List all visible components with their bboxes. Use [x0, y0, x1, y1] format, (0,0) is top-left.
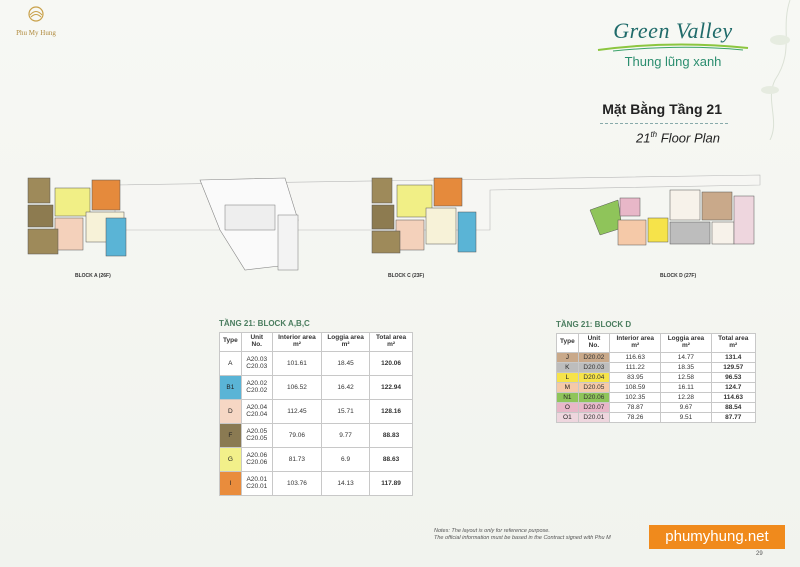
interior-cell: 79.06	[272, 423, 321, 447]
table-row	[220, 471, 413, 495]
col-type: Type	[557, 334, 579, 353]
unit-number: A20.02	[246, 380, 268, 388]
table-row	[557, 352, 756, 362]
block-c-plan	[372, 178, 476, 253]
interior-cell: 101.61	[272, 351, 321, 375]
total-cell: 131.4	[711, 352, 756, 362]
type-cell: N1	[557, 392, 579, 402]
loggia-cell: 12.58	[661, 372, 711, 382]
block-d-label: BLOCK D (27F)	[660, 273, 697, 279]
page-number: 29	[756, 551, 763, 557]
unit-number: C20.05	[246, 435, 268, 443]
unit-cell	[241, 351, 272, 375]
total-cell: 120.06	[370, 351, 413, 375]
loggia-cell: 16.11	[661, 382, 711, 392]
interior-cell: 103.76	[272, 471, 321, 495]
unit-number: C20.04	[246, 411, 268, 419]
total-cell: 87.77	[711, 412, 756, 422]
interior-cell: 83.95	[610, 372, 661, 382]
type-cell: L	[557, 372, 579, 382]
unit-number: A20.03	[246, 356, 268, 364]
loggia-cell: 14.13	[322, 471, 370, 495]
unit-cell: D20.05	[578, 382, 609, 392]
col-type: Type	[220, 333, 242, 352]
green-valley-logo	[588, 18, 758, 69]
type-cell: K	[557, 362, 579, 372]
heading-divider	[600, 123, 728, 124]
floor-plan-drawing	[20, 170, 780, 290]
loggia-cell: 16.42	[322, 375, 370, 399]
total-cell: 124.7	[711, 382, 756, 392]
block-a-plan	[28, 178, 126, 256]
loggia-cell: 9.51	[661, 412, 711, 422]
table-row	[220, 351, 413, 375]
unit-cell: D20.04	[578, 372, 609, 382]
unit-cell: D20.02	[578, 352, 609, 362]
notes-line-1: Notes: The layout is only for reference purpose.	[434, 528, 550, 534]
unit-cell: D20.01	[578, 412, 609, 422]
table-d-title: TẦNG 21: BLOCK D	[556, 320, 632, 329]
loggia-cell: 18.35	[661, 362, 711, 372]
unit-cell	[241, 447, 272, 471]
table-row	[220, 447, 413, 471]
type-cell: F	[220, 423, 242, 447]
interior-cell: 116.63	[610, 352, 661, 362]
block-d-plan	[590, 190, 754, 245]
unit-number: A20.05	[246, 428, 268, 436]
type-cell: A	[220, 351, 242, 375]
col-total: Total area m²	[711, 334, 756, 353]
table-row	[557, 392, 756, 402]
project-subtitle: Thung lũng xanh	[624, 54, 722, 69]
loggia-cell: 6.9	[322, 447, 370, 471]
unit-cell	[241, 423, 272, 447]
unit-table-d	[556, 333, 756, 423]
loggia-cell: 14.77	[661, 352, 711, 362]
table-row	[557, 402, 756, 412]
phu-my-hung-emblem-icon	[25, 6, 47, 22]
interior-cell: 112.45	[272, 399, 321, 423]
loggia-cell: 12.28	[661, 392, 711, 402]
table-header-row	[557, 334, 756, 353]
unit-cell: D20.03	[578, 362, 609, 372]
unit-number: C20.03	[246, 363, 268, 371]
loggia-cell: 9.77	[322, 423, 370, 447]
table-row	[557, 372, 756, 382]
notes	[434, 528, 611, 543]
interior-cell: 111.22	[610, 362, 661, 372]
project-name: Green Valley	[613, 18, 733, 43]
type-cell: O	[557, 402, 579, 412]
interior-cell: 106.52	[272, 375, 321, 399]
type-cell: D	[220, 399, 242, 423]
col-loggia: Loggia area m²	[322, 333, 370, 352]
total-cell: 88.63	[370, 447, 413, 471]
loggia-cell: 9.67	[661, 402, 711, 412]
type-cell: O1	[557, 412, 579, 422]
unit-number: C20.01	[246, 483, 268, 491]
heading-english: 21th Floor Plan	[635, 130, 720, 146]
type-cell: B1	[220, 375, 242, 399]
unit-cell	[241, 471, 272, 495]
table-row	[220, 399, 413, 423]
loggia-cell: 15.71	[322, 399, 370, 423]
phumyhung-badge: phumyhung.net	[649, 525, 785, 549]
unit-number: A20.04	[246, 404, 268, 412]
unit-number: C20.06	[246, 459, 268, 467]
unit-number: A20.01	[246, 476, 268, 484]
interior-cell: 102.35	[610, 392, 661, 402]
total-cell: 88.54	[711, 402, 756, 412]
col-unit: Unit No.	[241, 333, 272, 352]
col-loggia: Loggia area m²	[661, 334, 711, 353]
total-cell: 122.94	[370, 375, 413, 399]
total-cell: 129.57	[711, 362, 756, 372]
unit-number: A20.06	[246, 452, 268, 460]
total-cell: 128.16	[370, 399, 413, 423]
table-abc-title: TẦNG 21: BLOCK A,B,C	[219, 319, 310, 328]
type-cell: I	[220, 471, 242, 495]
interior-cell: 108.59	[610, 382, 661, 392]
col-interior: Interior area m²	[272, 333, 321, 352]
unit-table-abc	[219, 332, 413, 496]
table-row	[557, 382, 756, 392]
col-total: Total area m²	[370, 333, 413, 352]
table-row	[220, 423, 413, 447]
unit-cell: D20.07	[578, 402, 609, 412]
type-cell: G	[220, 447, 242, 471]
total-cell: 96.53	[711, 372, 756, 382]
unit-cell	[241, 375, 272, 399]
heading-vietnamese: Mặt Bằng Tầng 21	[602, 101, 722, 117]
unit-number: C20.02	[246, 387, 268, 395]
notes-line-2: The official information must be based in the Contract signed with Phu M	[434, 535, 611, 542]
loggia-cell: 18.45	[322, 351, 370, 375]
phu-my-hung-logo	[6, 6, 66, 37]
table-row	[220, 375, 413, 399]
type-cell: J	[557, 352, 579, 362]
interior-cell: 78.26	[610, 412, 661, 422]
logo-brand-text: Phu My Hung	[16, 29, 56, 37]
total-cell: 117.89	[370, 471, 413, 495]
col-interior: Interior area m²	[610, 334, 661, 353]
unit-cell	[241, 399, 272, 423]
interior-cell: 81.73	[272, 447, 321, 471]
table-row	[557, 362, 756, 372]
interior-cell: 78.87	[610, 402, 661, 412]
table-header-row	[220, 333, 413, 352]
block-a-label: BLOCK A (26F)	[75, 273, 111, 279]
unit-cell: D20.06	[578, 392, 609, 402]
total-cell: 88.83	[370, 423, 413, 447]
total-cell: 114.63	[711, 392, 756, 402]
table-row	[557, 412, 756, 422]
col-unit: Unit No.	[578, 334, 609, 353]
type-cell: M	[557, 382, 579, 392]
block-c-label: BLOCK C (23F)	[388, 273, 425, 279]
